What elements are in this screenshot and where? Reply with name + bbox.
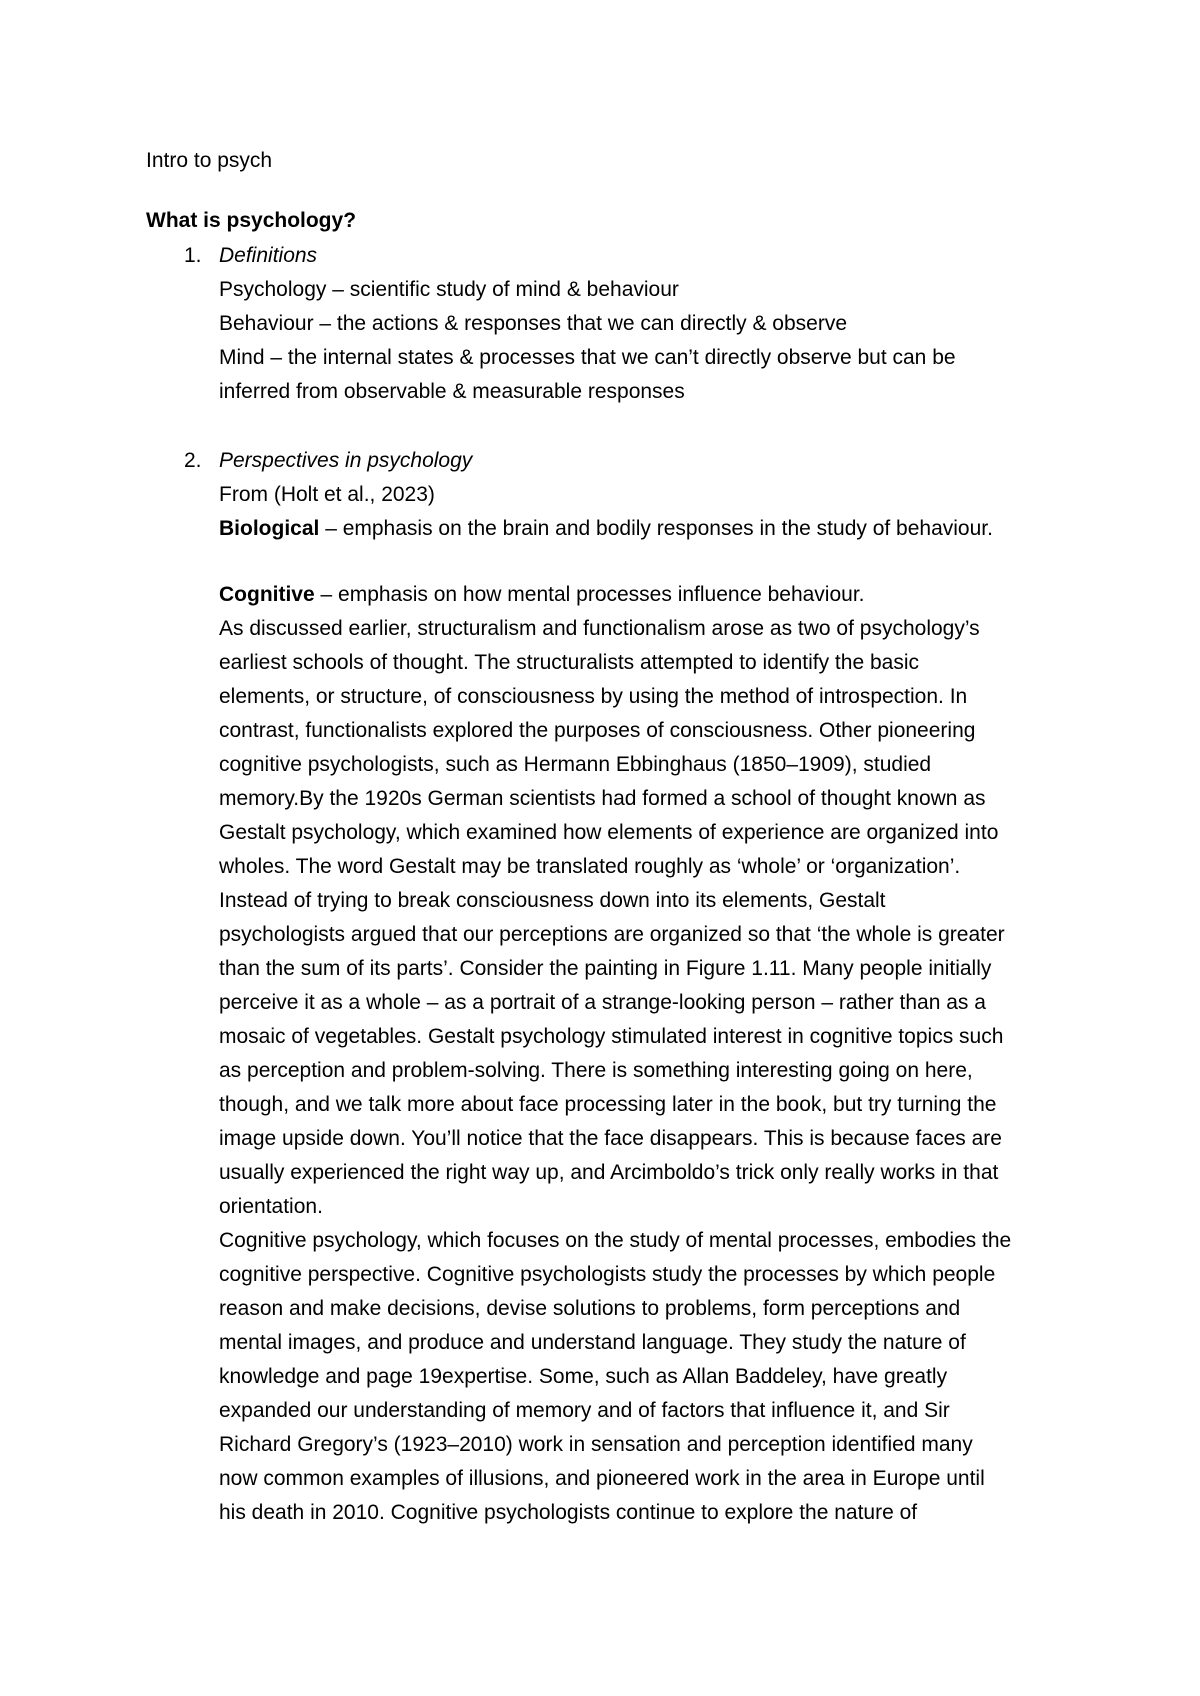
biological-term: Biological xyxy=(219,517,320,540)
body-line: though, and we talk more about face processing later in the book, but try turning the xyxy=(219,1093,997,1116)
definitions-title: Definitions xyxy=(219,244,318,267)
body-line: knowledge and page 19expertise. Some, such as Allan Baddeley, have greatly xyxy=(219,1365,948,1388)
definition-line: Behaviour – the actions & responses that we can directly & observe xyxy=(219,312,848,335)
biological-perspective xyxy=(219,512,1089,546)
body-line: usually experienced the right way up, and Arcimboldo’s trick only really works in that xyxy=(219,1161,999,1184)
body-line: Richard Gregory’s (1923–2010) work in sensation and perception identified many xyxy=(219,1433,973,1456)
body-line: psychologists argued that our perceptions are organized so that ‘the whole is greater xyxy=(219,923,1005,946)
body-line: earliest schools of thought. The structuralists attempted to identify the basic xyxy=(219,651,919,674)
body-line: cognitive perspective. Cognitive psychologists study the processes by which people xyxy=(219,1263,996,1286)
paragraph-gap xyxy=(219,546,1089,578)
cognitive-description: – emphasis on how mental processes influence behaviour. xyxy=(314,583,865,606)
body-line: perceive it as a whole – as a portrait of a strange-looking person – rather than as a xyxy=(219,991,986,1014)
definition-line: Psychology – scientific study of mind & behaviour xyxy=(219,278,679,301)
body-line: memory.By the 1920s German scientists had formed a school of thought known as xyxy=(219,787,986,810)
cognitive-perspective xyxy=(219,578,1089,612)
list-number-2: 2. xyxy=(184,449,202,472)
list-number-1: 1. xyxy=(184,244,202,267)
body-line: wholes. The word Gestalt may be translated roughly as ‘whole’ or ‘organization’. xyxy=(219,855,961,878)
body-line: now common examples of illusions, and pioneered work in the area in Europe until xyxy=(219,1467,985,1490)
biological-description: – emphasis on the brain and bodily responses in the study of behaviour. xyxy=(319,517,993,540)
body-line: Gestalt psychology, which examined how elements of experience are organized into xyxy=(219,821,999,844)
definition-line: inferred from observable & measurable responses xyxy=(219,380,685,403)
perspectives-section xyxy=(219,444,1089,1530)
document-title: Intro to psych xyxy=(146,149,273,172)
body-line: as perception and problem-solving. There is something interesting going on here, xyxy=(219,1059,973,1082)
definitions-section xyxy=(219,239,1089,409)
body-line: Instead of trying to break consciousness down into its elements, Gestalt xyxy=(219,889,886,912)
body-line: than the sum of its parts’. Consider the painting in Figure 1.11. Many people initially xyxy=(219,957,992,980)
source-citation: From (Holt et al., 2023) xyxy=(219,483,435,506)
body-line: cognitive psychologists, such as Hermann Ebbinghaus (1850–1909), studied xyxy=(219,753,932,776)
body-line: mental images, and produce and understand language. They study the nature of xyxy=(219,1331,966,1354)
body-line: contrast, functionalists explored the purposes of consciousness. Other pioneering xyxy=(219,719,976,742)
definition-line: Mind – the internal states & processes that we can’t directly observe but can be xyxy=(219,346,956,369)
perspectives-title: Perspectives in psychology xyxy=(219,449,473,472)
section-heading: What is psychology? xyxy=(146,209,357,232)
body-line: Cognitive psychology, which focuses on the study of mental processes, embodies the xyxy=(219,1229,1012,1252)
body-line: elements, or structure, of consciousness by using the method of introspection. In xyxy=(219,685,968,708)
body-line: reason and make decisions, devise solutions to problems, form perceptions and xyxy=(219,1297,961,1320)
body-line: image upside down. You’ll notice that the face disappears. This is because faces are xyxy=(219,1127,1002,1150)
body-line: expanded our understanding of memory and of factors that influence it, and Sir xyxy=(219,1399,950,1422)
body-line: his death in 2010. Cognitive psychologists continue to explore the nature of xyxy=(219,1501,918,1524)
body-line: As discussed earlier, structuralism and functionalism arose as two of psychology’s xyxy=(219,617,980,640)
body-line: orientation. xyxy=(219,1195,323,1218)
body-line: mosaic of vegetables. Gestalt psychology stimulated interest in cognitive topics such xyxy=(219,1025,1004,1048)
cognitive-term: Cognitive xyxy=(219,583,315,606)
